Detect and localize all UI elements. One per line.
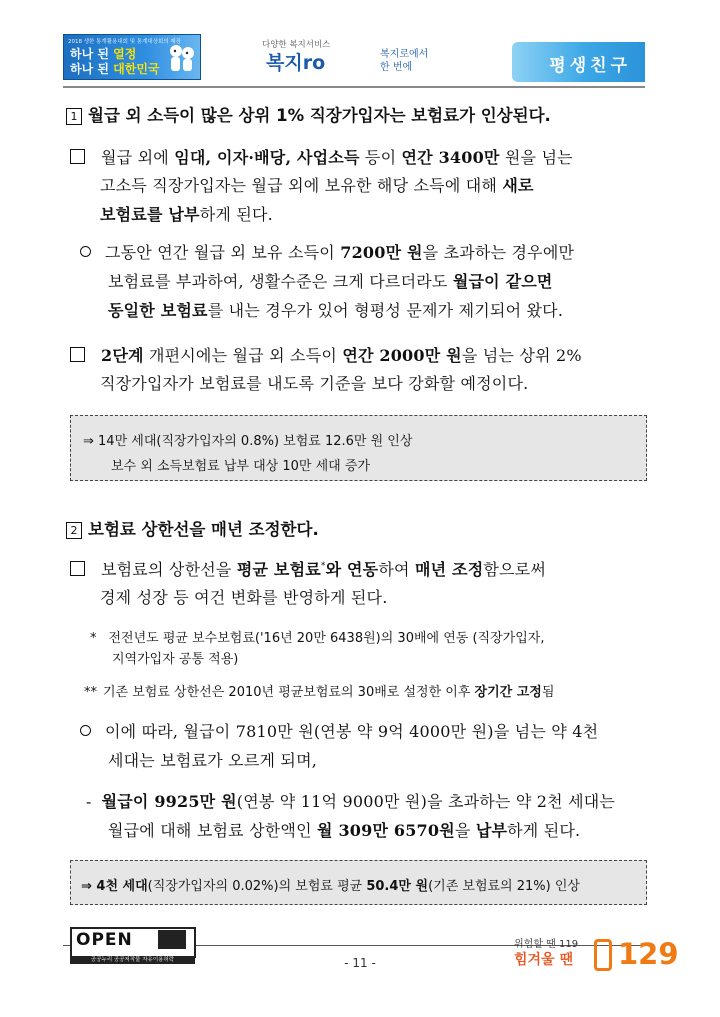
para-2-line-2: 직장가입자가 보험료를 내도록 기준을 보다 강화할 예정이다. (100, 374, 529, 393)
section-1-heading: 1 월급 외 소득이 많은 상위 1% 직장가입자는 보험료가 인상된다. (66, 102, 551, 126)
bullet-2-line-2: 세대는 보험료가 오르게 되며, (108, 751, 318, 770)
bullet-2-line-1: 이에 따라, 월급이 7810만 원(연봉 약 9억 4000만 원)을 넘는 약 4천 (80, 724, 598, 740)
hotline-caption-1: 위험할 땐 119 (514, 939, 579, 950)
bokjiro-slogan-2: 한 번에 (380, 62, 413, 73)
phone-icon (594, 939, 612, 971)
hotline-logo (514, 935, 679, 975)
dash-item-line-1: - 월급이 9925만 원(연봉 약 11억 9000만 원)을 초과하는 약 2천 세대는 (86, 792, 616, 811)
license-badge-icon (158, 930, 186, 949)
open-caption: 공공누리 공공저작물 자유이용허락 (70, 956, 195, 964)
para-1-line-1: 월급 외에 임대, 이자·배당, 사업소득 등이 연간 3400만 원을 넘는 (70, 149, 573, 166)
footnote-1-line-2: 지역가입자 공통 적용) (112, 652, 239, 667)
bokjiro-wordmark: 복지ro (266, 52, 326, 74)
header-divider (63, 86, 645, 88)
summary-box-1 (70, 415, 647, 481)
banner-caption: 2018 생한 통계활용대회 및 통계대상회의 제장 (68, 39, 182, 45)
hotline-number: 129 (618, 937, 679, 971)
bokjiro-logo (262, 38, 429, 74)
square-bullet-icon (70, 561, 85, 576)
para-1-line-3: 보험료를 납부하게 된다. (100, 205, 273, 224)
para-3-line-1: 보험료의 상한선을 평균 보험료*와 연동하여 매년 조정함으로써 (70, 561, 546, 578)
para-2-line-1: 2단계 개편시에는 월급 외 소득이 연간 2000만 원을 넘는 상위 2% (70, 347, 582, 364)
page-number: - 11 - (344, 956, 376, 970)
para-1-line-2: 고소득 직장가입자는 월급 외에 보유한 해당 소득에 대해 새로 (100, 176, 534, 195)
event-banner (63, 34, 201, 80)
footnote-2: ** 기존 보험료 상한선은 2010년 평균보험료의 30배로 설정한 이후 장기간 고정됨 (84, 685, 555, 700)
bokjiro-tagline: 다양한 복지서비스 (262, 40, 331, 50)
banner-line-1: 하나 된 열정 (70, 47, 137, 61)
summary-2-line: ⇒ 4천 세대(직장가입자의 0.02%)의 보험료 평균 50.4만 원(기존 보험료의 21%) 인상 (81, 879, 580, 894)
section-number-box: 2 (66, 522, 82, 539)
square-bullet-icon (70, 347, 85, 362)
bullet-1-line-2: 보험료를 부과하여, 생활수준은 크게 다르더라도 월급이 같으면 (108, 272, 553, 291)
hotline-caption-2: 힘겨울 땐 (514, 952, 573, 968)
square-bullet-icon (70, 149, 85, 164)
bokjiro-slogan-1: 복지로에서 (380, 49, 429, 60)
para-3-line-2: 경제 성장 등 여건 변화를 반영하게 된다. (100, 588, 388, 607)
section-number-box: 1 (66, 108, 82, 125)
circle-bullet-icon (80, 725, 91, 736)
footnote-1-line-1: * 전전년도 평균 보수보험료('16년 20만 6438원)의 30배에 연동 (직장가입자, (90, 631, 545, 646)
mascot-icon (166, 41, 196, 75)
summary-1-line-2: 보수 외 소득보험료 납부 대상 10만 세대 증가 (111, 459, 370, 474)
section-2-heading: 2 보험료 상한선을 매년 조정한다. (66, 516, 319, 540)
bullet-1-line-1: 그동안 연간 월급 외 보유 소득이 7200만 원을 초과하는 경우에만 (80, 245, 574, 261)
lifelong-friend-tag: 평생친구 (512, 42, 645, 82)
dash-bullet-icon: - (86, 792, 92, 811)
dash-item-line-2: 월급에 대해 보험료 상한액인 월 309만 6570원을 납부하게 된다. (108, 821, 581, 840)
banner-line-2: 하나 된 대한민국 (70, 62, 160, 76)
summary-box-2 (70, 860, 647, 905)
open-wordmark: OPEN (76, 930, 133, 950)
kogl-open-logo (70, 927, 195, 965)
summary-1-line-1: ⇒ 14만 세대(직장가입자의 0.8%) 보험료 12.6만 원 인상 (83, 434, 413, 449)
circle-bullet-icon (80, 246, 91, 257)
bullet-1-line-3: 동일한 보험료를 내는 경우가 있어 형평성 문제가 제기되어 왔다. (108, 301, 564, 320)
